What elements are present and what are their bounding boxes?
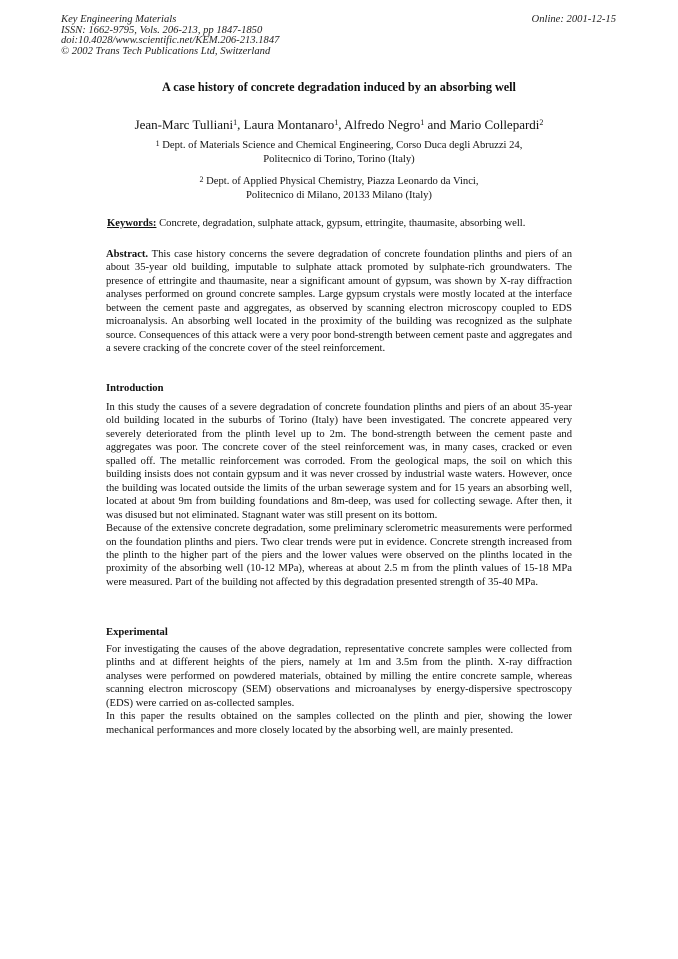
copyright-line: © 2002 Trans Tech Publications Ltd, Switzerland: [61, 45, 271, 57]
introduction-section: [106, 401, 572, 589]
author-affiliation-mark: 2: [539, 118, 544, 127]
author-separator: ,: [237, 117, 244, 132]
author-name: Laura Montanaro: [243, 117, 335, 132]
abstract-label: Abstract.: [106, 249, 149, 260]
journal-header: [61, 15, 481, 57]
affiliation-mark: 2: [199, 175, 204, 184]
author-name: Mario Collepardi: [449, 117, 540, 132]
abstract: [106, 248, 572, 356]
journal-name: Key Engineering Materials: [61, 14, 177, 25]
introduction-paragraph: Because of the extensive concrete degradation, some preliminary sclerometric measurements were performed on the foundation plinths and piers. Two clear trends were put in evidence. Concrete strength increased from the plinth to the higher part of the piers and the lower values were observed on the plinths located in the proximity of the absorbing well (10-12 MPa), whereas at about 2.5 m from the plinth values of 15-18 MPa were measured. Part of the building not affected by this degradation presented strength of 35-40 MPa.: [106, 523, 572, 588]
experimental-heading: Experimental: [106, 627, 168, 638]
author-separator: and: [424, 117, 450, 132]
author-list: [61, 117, 617, 133]
experimental-section: [106, 643, 572, 737]
author-name: Jean-Marc Tulliani: [134, 117, 234, 132]
affiliation-line: Dept. of Materials Science and Chemical Engineering, Corso Duca degli Abruzzi 24,: [159, 140, 523, 151]
experimental-paragraph: For investigating the causes of the above degradation, representative concrete samples were collected from plinths and at different heights of the piers, namely at 1m and 3.5m from the plinth. X-ray diffraction analyses were performed on powdered materials, obtained by milling the entire concrete sample, whereas scanning electron microscopy (SEM) observations and microanalyses by energy-dispersive spectroscopy (EDS) were carried on as-collected samples.: [106, 644, 572, 709]
affiliation-mark: 1: [155, 139, 160, 148]
paper-title: A case history of concrete degradation induced by an absorbing well: [162, 80, 516, 94]
affiliation-line: Politecnico di Torino, Torino (Italy): [263, 153, 415, 165]
affiliation-1: [61, 139, 617, 166]
author-separator: ,: [338, 117, 345, 132]
keywords-label: Keywords:: [107, 218, 157, 229]
keywords-text: Concrete, degradation, sulphate attack, gypsum, ettringite, thaumasite, absorbing well.: [156, 218, 526, 229]
abstract-text: This case history concerns the severe degradation of concrete foundation plinths and piers of an about 35-year old building, imputable to sulphate attack promoted by sulphate-rich groundwaters. The presence of ettringite and thaumasite, near a significant amount of gypsum, was shown by X-ray diffraction analyses performed on ground concrete samples. Large gypsum crystals were mostly located at the interface between the cement paste and aggregates, as observed by scanning electron microscopy coupled to EDS microanalysis. An absorbing well located in the proximity of the building was recognized as the sulphate source. Consequences of this attack were a very poor bond-strength between cement paste and aggregates and a severe cracking of the concrete cover of the steel reinforcement.: [106, 249, 572, 355]
introduction-paragraph: In this study the causes of a severe degradation of concrete foundation plinths and piers of an about 35-year old building located in the suburbs of Torino (Italy) have been investigated. The concrete appeared very severely deteriorated from the plinth level up to 2m. The bond-strength between the cement paste and aggregates was poor. The concrete cover of the steel reinforcement was, in many cases, cracked or even spalled off. The metallic reinforcement was corroded. From the geological maps, the soil on which this building insists does not contain gypsum and it was never crossed by industrial waste waters. However, once the building was located outside the limits of the urban sewerage system and for 15 years an absorbing well, located at about 9m from building foundations and 8m-deep, was used for collecting sewage. After then, it was disused but not eliminated. Stagnant water was still present on its bottom.: [106, 402, 572, 521]
affiliation-line: Dept. of Applied Physical Chemistry, Piazza Leonardo da Vinci,: [203, 176, 479, 187]
author-affiliation-mark: 1: [233, 118, 238, 127]
author-name: Alfredo Negro: [344, 117, 421, 132]
issn-line: ISSN: 1662-9795, Vols. 206-213, pp 1847-1850: [61, 24, 263, 36]
experimental-paragraph: In this paper the results obtained on the samples collected on the plinth and pier, showing the lower mechanical performances and more closely located by the absorbing well, are mainly presented.: [106, 711, 572, 736]
author-affiliation-mark: 1: [334, 118, 339, 127]
online-date: Online: 2001-12-15: [531, 14, 616, 25]
affiliation-2: [61, 175, 617, 202]
affiliation-line: Politecnico di Milano, 20133 Milano (Italy): [246, 189, 432, 201]
keywords: [107, 217, 577, 230]
doi-line[interactable]: doi:10.4028/www.scientific.net/KEM.206-213.1847: [61, 35, 280, 47]
author-affiliation-mark: 1: [420, 118, 425, 127]
introduction-heading: Introduction: [106, 383, 164, 394]
